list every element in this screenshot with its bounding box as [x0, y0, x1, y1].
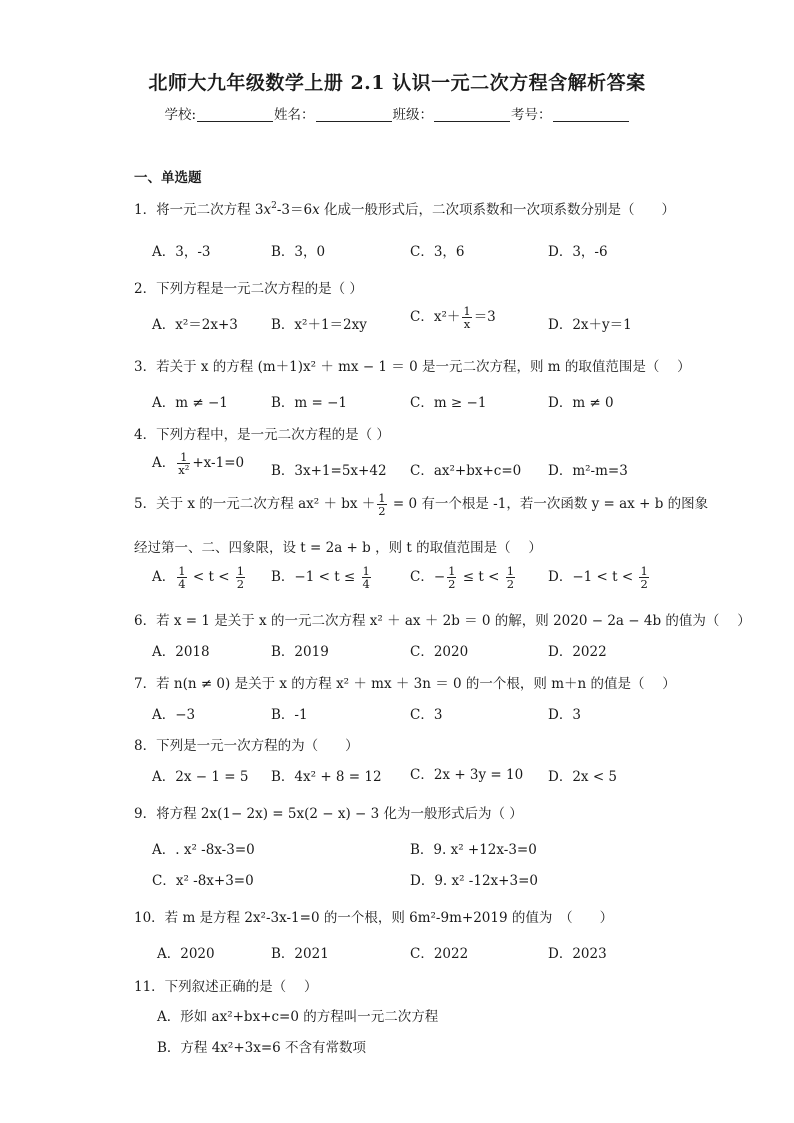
q4-a-fraction [177, 451, 190, 476]
q1-var-2: x [312, 202, 320, 218]
q4-option-d[interactable]: D．m²-m=3 [548, 463, 628, 479]
q3-option-a[interactable]: A．m ≠ −1 [152, 395, 228, 411]
q5-option-c[interactable] [410, 565, 517, 590]
q1-sup: 2 [271, 201, 277, 211]
number-blank[interactable] [553, 107, 629, 122]
q3-option-b[interactable]: B．m = −1 [271, 395, 348, 411]
q9-option-d[interactable]: D．9. x² -12x+3=0 [410, 873, 538, 889]
question-7: 7．若 n(n ≠ 0) 是关于 x 的方程 x² ＋ mx ＋ 3n ＝ 0 的一个根，则 m＋n 的值是（ ） [134, 676, 676, 692]
q2-option-d[interactable]: D．2x＋y＝1 [548, 317, 632, 333]
q5-c-frac-2 [506, 565, 515, 590]
q8-option-d[interactable]: D．2x < 5 [548, 769, 618, 785]
q3-option-d[interactable]: D．m ≠ 0 [548, 395, 614, 411]
section-heading: 一、单选题 [134, 170, 202, 186]
q7-option-d[interactable]: D．3 [548, 707, 581, 723]
q5-c-num-1: 1 [448, 564, 456, 578]
q4-a-den: x² [178, 463, 190, 477]
class-blank[interactable] [434, 107, 510, 122]
q9-option-a[interactable]: A．. x² -8x-3=0 [152, 842, 255, 858]
question-11: 11．下列叙述正确的是（ ） [134, 979, 318, 995]
q5-b-num: 1 [362, 564, 370, 578]
q5-d-den: 2 [640, 577, 648, 591]
q5-post: = 0 有一个根是 -1，若一次函数 y = ax + b 的图象 [388, 496, 709, 512]
question-8: 8．下列是一元一次方程的为（ ） [134, 738, 359, 754]
q4-a-post: +x-1=0 [192, 455, 245, 471]
q7-option-a[interactable]: A．−3 [152, 707, 196, 723]
question-4: 4．下列方程中，是一元二次方程的是（ ） [134, 427, 390, 443]
q2-c-pre: C．x²＋ [410, 309, 461, 325]
question-10: 10．若 m 是方程 2x²-3x-1=0 的一个根，则 6m²-9m+2019 的值为 （ ） [134, 910, 614, 926]
q4-option-c[interactable]: C．ax²+bx+c=0 [410, 463, 522, 479]
q7-option-c[interactable]: C．3 [410, 707, 443, 723]
q5-a-frac-2 [236, 565, 245, 590]
q5-a-label: A． [152, 569, 176, 585]
question-3: 3．若关于 x 的方程 (m＋1)x² ＋ mx − 1 ＝ 0 是一元二次方程，则 m 的取值范围是（ ） [134, 359, 691, 375]
question-2: 2．下列方程是一元二次方程的是（ ） [134, 281, 363, 297]
q2-option-a[interactable]: A．x²＝2x+3 [152, 317, 238, 333]
question-5-line-2: 经过第一、二、四象限，设 t = 2a + b ，则 t 的取值范围是（ ） [134, 540, 542, 556]
number-label: 考号： [511, 107, 552, 123]
q5-a-den-1: 4 [178, 577, 186, 591]
question-9: 9．将方程 2x(1− 2x) = 5x(2 − x) − 3 化为一般形式后为（ ） [134, 806, 523, 822]
q10-option-d[interactable]: D．2023 [548, 946, 607, 962]
q7-option-b[interactable]: B．-1 [271, 707, 308, 723]
q2-option-b[interactable]: B．x²＋1＝2xy [271, 317, 367, 333]
question-5-line-1 [134, 492, 708, 517]
q5-option-b[interactable] [271, 565, 373, 590]
q1-var: x [263, 202, 272, 218]
q5-den: 2 [378, 504, 386, 518]
q1-text-a: 1．将一元二次方程 3 [134, 202, 264, 218]
q1-option-a[interactable]: A．3，-3 [152, 244, 211, 260]
q5-a-frac-1 [177, 565, 186, 590]
q6-option-d[interactable]: D．2022 [548, 644, 607, 660]
question-1 [134, 198, 675, 218]
question-6: 6．若 x = 1 是关于 x 的一元二次方程 x² ＋ ax ＋ 2b ＝ 0 的解，则 2020 − 2a − 4b 的值为（ ） [134, 613, 751, 629]
page-title: 北师大九年级数学上册 2.1 认识一元二次方程含解析答案 [148, 72, 646, 94]
student-info-line [0, 103, 794, 123]
q10-option-c[interactable]: C．2022 [410, 946, 469, 962]
q1-option-c[interactable]: C．3，6 [410, 244, 465, 260]
q1-text-c: 化成一般形式后，二次项系数和一次项系数分别是（ ） [319, 202, 676, 218]
q5-fraction [377, 492, 386, 517]
q4-option-b[interactable]: B．3x+1=5x+42 [271, 463, 387, 479]
q5-num: 1 [378, 491, 386, 505]
q4-a-pre: A． [152, 455, 176, 471]
q5-c-mid: ≤ t < [458, 569, 504, 585]
q5-d-num: 1 [640, 564, 648, 578]
q10-option-b[interactable]: B．2021 [271, 946, 329, 962]
name-label: 姓名： [274, 107, 315, 123]
q5-c-num-2: 1 [506, 564, 515, 578]
q1-option-b[interactable]: B．3，0 [271, 244, 326, 260]
school-label: 学校: [164, 107, 197, 123]
q10-option-a[interactable]: A．2020 [157, 946, 215, 962]
q2-c-post: ＝3 [473, 309, 496, 325]
q8-option-b[interactable]: B．4x² + 8 = 12 [271, 769, 382, 785]
q2-c-den: x [463, 317, 471, 331]
q5-a-den-2: 2 [236, 577, 245, 591]
q4-option-a[interactable] [152, 451, 244, 476]
q6-option-c[interactable]: C．2020 [410, 644, 469, 660]
q5-b-den: 4 [362, 577, 370, 591]
q5-c-den-1: 2 [448, 577, 456, 591]
q5-pre: 5．关于 x 的一元二次方程 ax² ＋ bx ＋ [134, 496, 376, 512]
q2-c-num: 1 [463, 304, 471, 318]
q3-option-c[interactable]: C．m ≥ −1 [410, 395, 487, 411]
q8-option-a[interactable]: A．2x − 1 = 5 [152, 769, 249, 785]
q8-option-c[interactable]: C．2x + 3y = 10 [410, 767, 524, 783]
q2-c-fraction [462, 305, 471, 330]
q5-b-label: B．−1 < t ≤ [271, 569, 360, 585]
q5-d-label: D．−1 < t < [548, 569, 638, 585]
class-label: 班级： [392, 107, 434, 123]
q11-option-b[interactable]: B．方程 4x²+3x=6 不含有常数项 [157, 1040, 367, 1056]
school-blank[interactable] [197, 107, 273, 122]
q9-option-b[interactable]: B．9. x² +12x-3=0 [410, 842, 537, 858]
name-blank[interactable] [316, 107, 392, 122]
q2-option-c[interactable] [410, 305, 496, 330]
q5-a-mid: < t < [188, 569, 234, 585]
q6-option-b[interactable]: B．2019 [271, 644, 329, 660]
q5-c-den-2: 2 [506, 577, 515, 591]
q9-option-c[interactable]: C．x² -8x+3=0 [152, 873, 254, 889]
q5-c-frac-1 [447, 565, 456, 590]
q5-c-label: C．− [410, 569, 446, 585]
q1-text-b: -3＝6 [276, 202, 313, 218]
q5-option-a[interactable] [152, 565, 247, 590]
q4-a-num: 1 [177, 451, 190, 464]
q5-a-num-1: 1 [178, 564, 186, 578]
q11-option-a[interactable]: A．形如 ax²+bx+c=0 的方程叫一元二次方程 [157, 1009, 439, 1025]
q5-option-d[interactable] [548, 565, 651, 590]
q5-b-frac [362, 565, 371, 590]
q5-a-num-2: 1 [236, 564, 245, 578]
q1-option-d[interactable]: D．3，-6 [548, 244, 608, 260]
q5-d-frac [639, 565, 648, 590]
q6-option-a[interactable]: A．2018 [152, 644, 210, 660]
